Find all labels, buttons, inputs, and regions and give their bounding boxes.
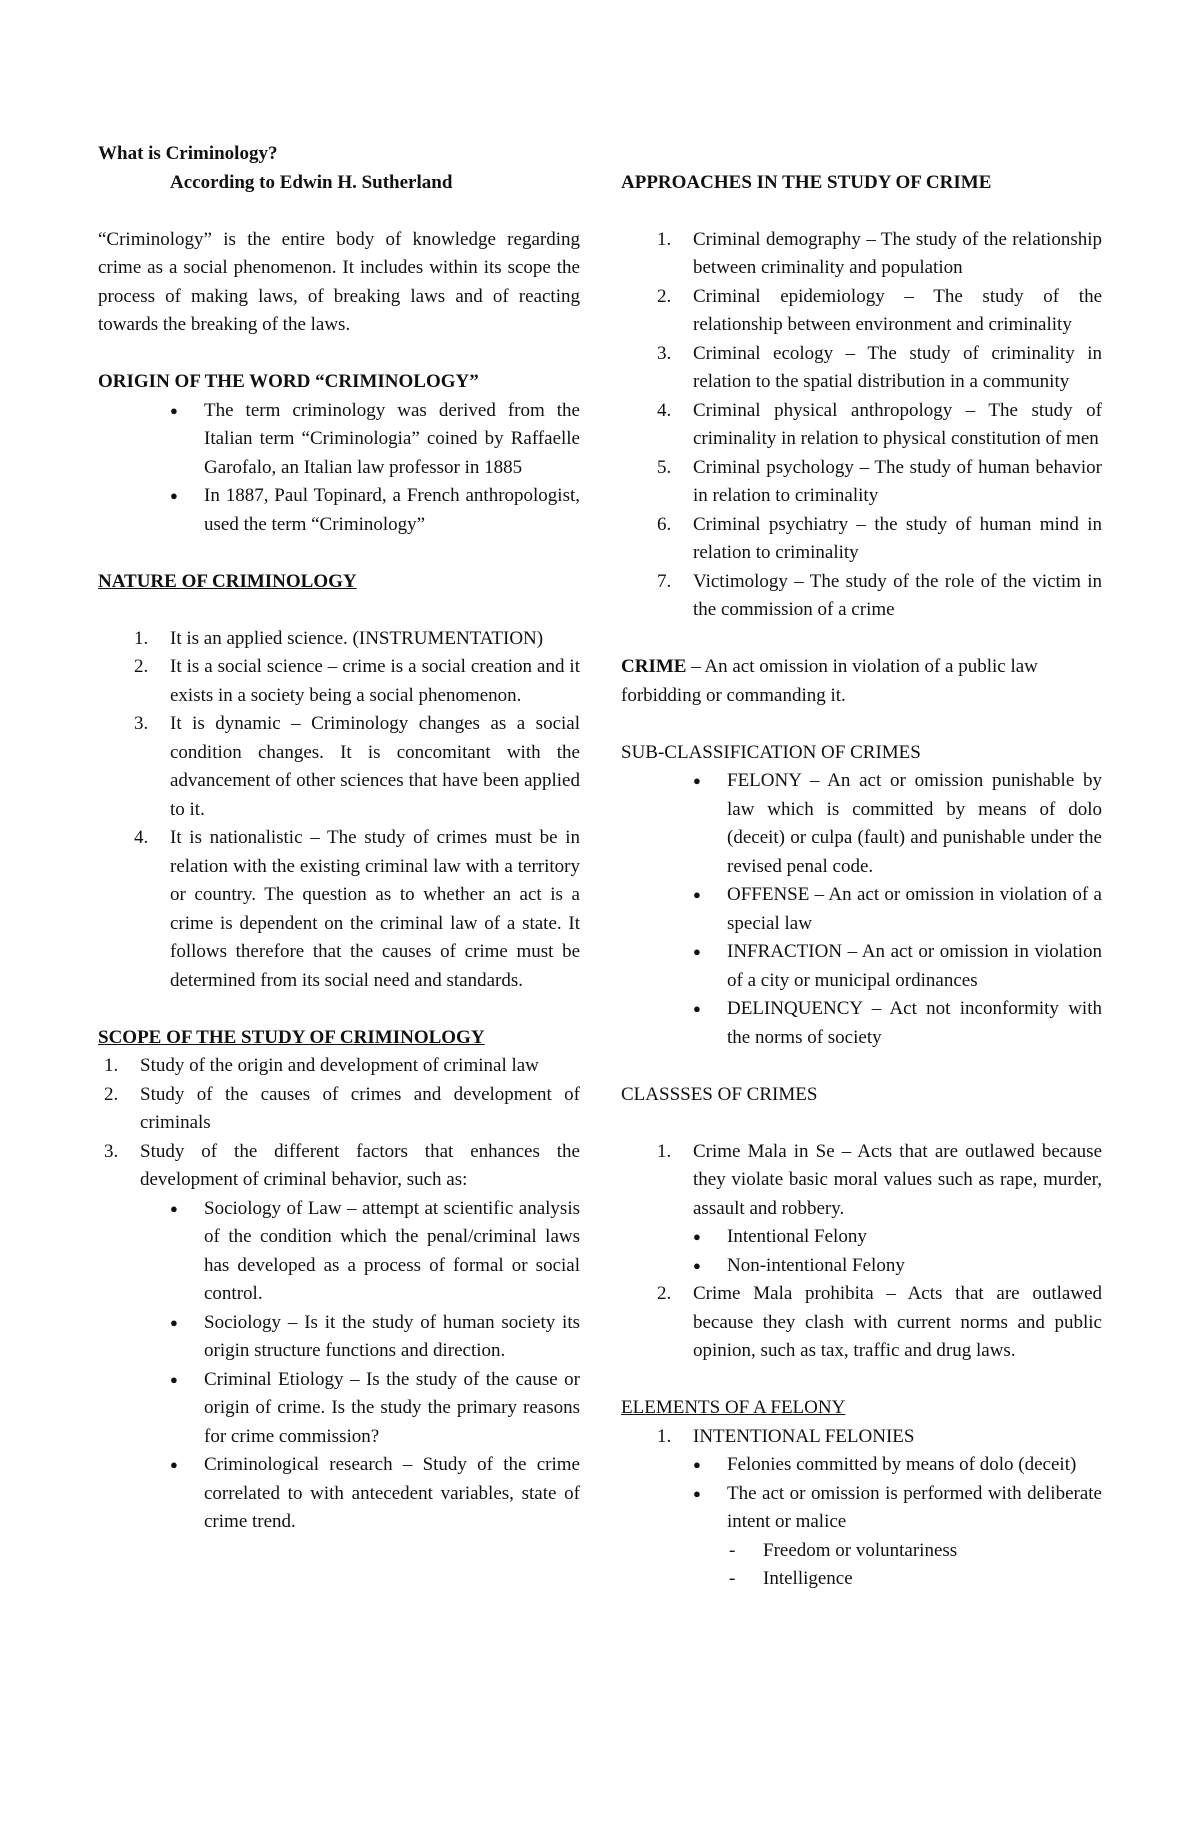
definition-paragraph: “Criminology” is the entire body of knowledge regarding crime as a social phenomenon. It includes within its scope the process of making laws, of breaking laws and of reacting towards the breaking of the laws. <box>98 228 580 335</box>
bullet-icon: ● <box>693 944 701 959</box>
list-item: 2. Crime Mala prohibita – Acts that are outlawed because they clash with current norms and public opinion, such as tax, traffic and drug laws. <box>657 1283 1102 1361</box>
list-item: 2. Criminal epidemiology – The study of the relationship between environment and criminality <box>657 285 1102 335</box>
list-item: 1. Crime Mala in Se – Acts that are outlawed because they violate basic moral values such as rape, murder, assault and robbery. <box>657 1140 1102 1219</box>
bullet-icon: ● <box>170 488 178 503</box>
list-item: ● Criminological research – Study of the crime correlated to with antecedent variables, state of crime trend. <box>98 1451 580 1537</box>
list-item: ● Criminal Etiology – Is the study of the cause or origin of crime. Is the study the primary reasons for crime commission? <box>98 1366 580 1452</box>
list-item: 3. Study of the different factors that enhances the development of criminal behavior, such as: <box>104 1140 580 1190</box>
elements-heading: ELEMENTS OF A FELONY <box>621 1397 846 1418</box>
list-item: ● In 1887, Paul Topinard, a French anthropologist, used the term “Criminology” <box>98 482 580 539</box>
page-subtitle: According to Edwin H. Sutherland <box>170 171 453 193</box>
bullet-icon: ● <box>693 1457 701 1472</box>
bullet-icon: ● <box>693 1001 701 1016</box>
list-item: ● Non-intentional Felony <box>621 1252 1102 1281</box>
list-item: ● The act or omission is performed with deliberate intent or malice <box>621 1480 1102 1537</box>
crime-term: CRIME <box>621 656 687 677</box>
classes-heading: CLASSSES OF CRIMES <box>621 1083 818 1105</box>
list-item: 1. INTENTIONAL FELONIES <box>657 1425 915 1447</box>
list-item: 6. Criminal psychiatry – the study of human mind in relation to criminality <box>657 513 1102 563</box>
list-item: ● OFFENSE – An act or omission in violation of a special law <box>621 881 1102 938</box>
subclass-heading: SUB-CLASSIFICATION OF CRIMES <box>621 741 921 763</box>
dash-icon: - <box>729 1539 736 1561</box>
list-item: 2. It is a social science – crime is a social creation and it exists in a society being a social phenomenon. <box>134 656 580 706</box>
dash-icon: - <box>729 1568 736 1589</box>
list-item: 7. Victimology – The study of the role of the victim in the commission of a crime <box>657 570 1102 620</box>
list-item: 1. Study of the origin and development of criminal law <box>104 1055 539 1076</box>
list-item: ● Intentional Felony <box>621 1223 1102 1252</box>
list-item: 2. Study of the causes of crimes and development of criminals <box>104 1083 580 1133</box>
list-item: 4. Criminal physical anthropology – The study of criminality in relation to physical constitution of men <box>657 399 1102 449</box>
list-item: - Intelligence <box>621 1565 1102 1594</box>
crime-definition: CRIME – An act omission in violation of a public law forbidding or commanding it. <box>621 656 1038 706</box>
right-column <box>621 140 1102 1594</box>
bullet-icon: ● <box>693 773 701 788</box>
list-item: ● Felonies committed by means of dolo (deceit) <box>621 1451 1102 1480</box>
list-item: 5. Criminal psychology – The study of human behavior in relation to criminality <box>657 456 1102 506</box>
bullet-icon: ● <box>693 1229 701 1244</box>
list-item: ● Sociology of Law – attempt at scientific analysis of the condition which the penal/criminal laws has developed as a process of formal or social control. <box>98 1195 580 1309</box>
scope-heading: SCOPE OF THE STUDY OF CRIMINOLOGY <box>98 1026 485 1048</box>
approaches-heading: APPROACHES IN THE STUDY OF CRIME <box>621 171 992 193</box>
bullet-icon: ● <box>170 1200 178 1216</box>
list-item: 3. Criminal ecology – The study of criminality in relation to the spatial distribution in a community <box>657 342 1102 392</box>
list-item: ● FELONY – An act or omission punishable by law which is committed by means of dolo (deceit) or culpa (fault) and punishable under the revised penal code. <box>621 767 1102 881</box>
bullet-icon: ● <box>170 1314 178 1330</box>
bullet-icon: ● <box>693 1257 701 1273</box>
nature-heading: NATURE OF CRIMINOLOGY <box>98 570 357 592</box>
origin-heading: ORIGIN OF THE WORD “CRIMINOLOGY” <box>98 371 479 392</box>
left-column <box>98 140 580 1537</box>
list-item: ● INFRACTION – An act or omission in violation of a city or municipal ordinances <box>621 938 1102 995</box>
list-item: 3. It is dynamic – Criminology changes as a social condition changes. It is concomitant with the advancement of other sciences that have been applied to it. <box>134 713 580 820</box>
bullet-icon: ● <box>170 1457 178 1472</box>
list-item: 1. It is an applied science. (INSTRUMENTATION) <box>134 627 544 649</box>
bullet-icon: ● <box>170 402 178 418</box>
list-item: - Freedom or voluntariness <box>621 1537 1102 1566</box>
list-item: ● DELINQUENCY – Act not inconformity with the norms of society <box>621 995 1102 1052</box>
bullet-icon: ● <box>170 1371 178 1387</box>
list-item: ● Sociology – Is it the study of human society its origin structure functions and direction. <box>98 1309 580 1366</box>
bullet-icon: ● <box>693 887 701 902</box>
list-item: 4. It is nationalistic – The study of crimes must be in relation with the existing criminal law with a territory or country. The question as to whether an act is a crime is dependent on the criminal law of a state. It follows therefore that the causes of crime must be determined from its social need and standards. <box>134 827 580 991</box>
page-title: What is Criminology? <box>98 143 278 164</box>
list-item: 1. Criminal demography – The study of the relationship between criminality and population <box>657 228 1102 278</box>
bullet-icon: ● <box>693 1485 701 1501</box>
list-item: ● The term criminology was derived from the Italian term “Criminologia” coined by Raffaelle Garofalo, an Italian law professor in 1885 <box>98 397 580 483</box>
